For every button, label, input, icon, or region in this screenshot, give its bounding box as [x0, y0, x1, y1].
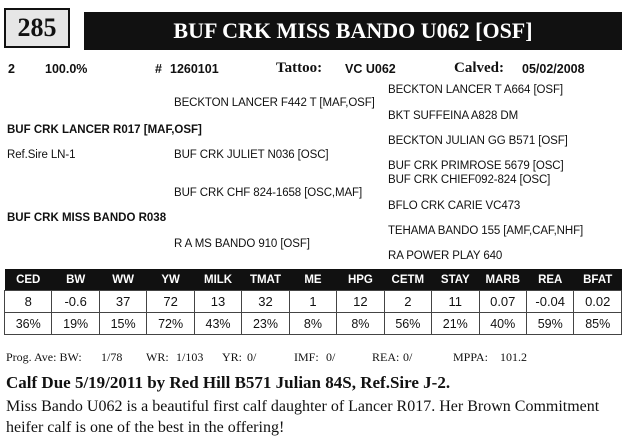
- epd-values-row: [5, 291, 622, 313]
- pedigree-dam-sire: BUF CRK CHF 824-1658 [OSC,MAF]: [174, 187, 363, 199]
- epd-value: 11: [432, 291, 479, 313]
- calf-due-note: Calf Due 5/19/2011 by Red Hill B571 Julian 84S, Ref.Sire J-2.: [6, 373, 451, 392]
- prog-yr-value: 0/: [247, 350, 257, 364]
- pedigree-dsd: BFLO CRK CARIE VC473: [388, 200, 521, 212]
- epd-header: BW: [52, 269, 99, 291]
- epd-header: BFAT: [574, 269, 622, 291]
- pedigree-dss: BUF CRK CHIEF092-824 [OSC]: [388, 174, 551, 186]
- epd-header: MARB: [479, 269, 526, 291]
- epd-header-row: [5, 269, 622, 291]
- prog-bw-label: Prog. Ave: BW:: [6, 350, 82, 364]
- epd-header: YW: [147, 269, 194, 291]
- epd-accuracy: 8%: [337, 313, 384, 335]
- prog-rea-label: REA:: [372, 350, 400, 364]
- pedigree-ddd: RA POWER PLAY 640: [388, 250, 503, 262]
- tattoo-value: VC U062: [345, 62, 396, 76]
- prog-mppa-label: MPPA:: [453, 350, 488, 364]
- pedigree-sds: BECKTON JULIAN GG B571 [OSF]: [388, 135, 568, 147]
- epd-accuracy: 40%: [479, 313, 526, 335]
- epd-accuracy: 72%: [147, 313, 194, 335]
- pedigree-dds: TEHAMA BANDO 155 [AMF,CAF,NHF]: [388, 225, 584, 237]
- epd-accuracy: 23%: [242, 313, 289, 335]
- epd-accuracy: 21%: [432, 313, 479, 335]
- epd-header: WW: [99, 269, 146, 291]
- epd-value: -0.6: [52, 291, 99, 313]
- epd-accuracy: 19%: [52, 313, 99, 335]
- prog-bw-value: 1/78: [101, 350, 123, 364]
- animal-title: BUF CRK MISS BANDO U062 [OSF]: [84, 12, 622, 50]
- prog-mppa-value: 101.2: [500, 350, 527, 364]
- epd-value: 1: [289, 291, 336, 313]
- epd-accuracy: 15%: [99, 313, 146, 335]
- registration-number: 1260101: [170, 62, 219, 76]
- epd-value: 0.02: [574, 291, 622, 313]
- pedigree-dam-dam: R A MS BANDO 910 [OSF]: [174, 238, 310, 250]
- epd-accuracy: 85%: [574, 313, 622, 335]
- reg-hash: #: [155, 62, 162, 76]
- epd-value: 8: [5, 291, 52, 313]
- prog-rea-value: 0/: [403, 350, 413, 364]
- pedigree-sire-sire: BECKTON LANCER F442 T [MAF,OSF]: [174, 97, 375, 109]
- epd-header: HPG: [337, 269, 384, 291]
- epd-accuracy: 8%: [289, 313, 336, 335]
- epd-header: CED: [5, 269, 52, 291]
- epd-accuracy-row: [5, 313, 622, 335]
- epd-header: ME: [289, 269, 336, 291]
- epd-value: 0.07: [479, 291, 526, 313]
- epd-header: STAY: [432, 269, 479, 291]
- epd-value: 32: [242, 291, 289, 313]
- prog-imf-label: IMF:: [294, 350, 319, 364]
- pedigree-sdd: BUF CRK PRIMROSE 5679 [OSC]: [388, 160, 564, 172]
- prog-yr-label: YR:: [222, 350, 243, 364]
- epd-value: 13: [194, 291, 241, 313]
- epd-header: REA: [526, 269, 573, 291]
- pedigree-ssd: BKT SUFFEINA A828 DM: [388, 110, 519, 122]
- epd-header: MILK: [194, 269, 241, 291]
- epd-value: 12: [337, 291, 384, 313]
- epd-header: TMAT: [242, 269, 289, 291]
- epd-accuracy: 59%: [526, 313, 573, 335]
- epd-table: [4, 269, 622, 335]
- prog-imf-value: 0/: [326, 350, 336, 364]
- prog-wr-value: 1/103: [176, 350, 204, 364]
- epd-accuracy: 36%: [5, 313, 52, 335]
- pedigree-sire-dam: BUF CRK JULIET N036 [OSC]: [174, 149, 329, 161]
- lot-number: 285: [4, 8, 70, 48]
- epd-accuracy: 56%: [384, 313, 431, 335]
- epd-value: 37: [99, 291, 146, 313]
- pedigree-sss: BECKTON LANCER T A664 [OSF]: [388, 84, 563, 96]
- epd-header: CETM: [384, 269, 431, 291]
- epd-accuracy: 43%: [194, 313, 241, 335]
- prog-wr-label: WR:: [146, 350, 169, 364]
- calved-value: 05/02/2008: [522, 62, 585, 76]
- description: Miss Bando U062 is a beautiful first calf daughter of Lancer R017. Her Brown Commitment heifer calf is one of the best in the offering!: [6, 398, 600, 436]
- tattoo-label: Tattoo:: [276, 60, 323, 76]
- calved-label: Calved:: [454, 60, 504, 76]
- epd-value: 72: [147, 291, 194, 313]
- head-count: 2: [8, 62, 15, 76]
- pedigree-dam: BUF CRK MISS BANDO R038: [7, 212, 167, 224]
- epd-value: 2: [384, 291, 431, 313]
- ownership-percent: 100.0%: [45, 62, 88, 76]
- epd-value: -0.04: [526, 291, 573, 313]
- ref-sire: Ref.Sire LN-1: [7, 149, 76, 161]
- pedigree-sire: BUF CRK LANCER R017 [MAF,OSF]: [7, 124, 202, 136]
